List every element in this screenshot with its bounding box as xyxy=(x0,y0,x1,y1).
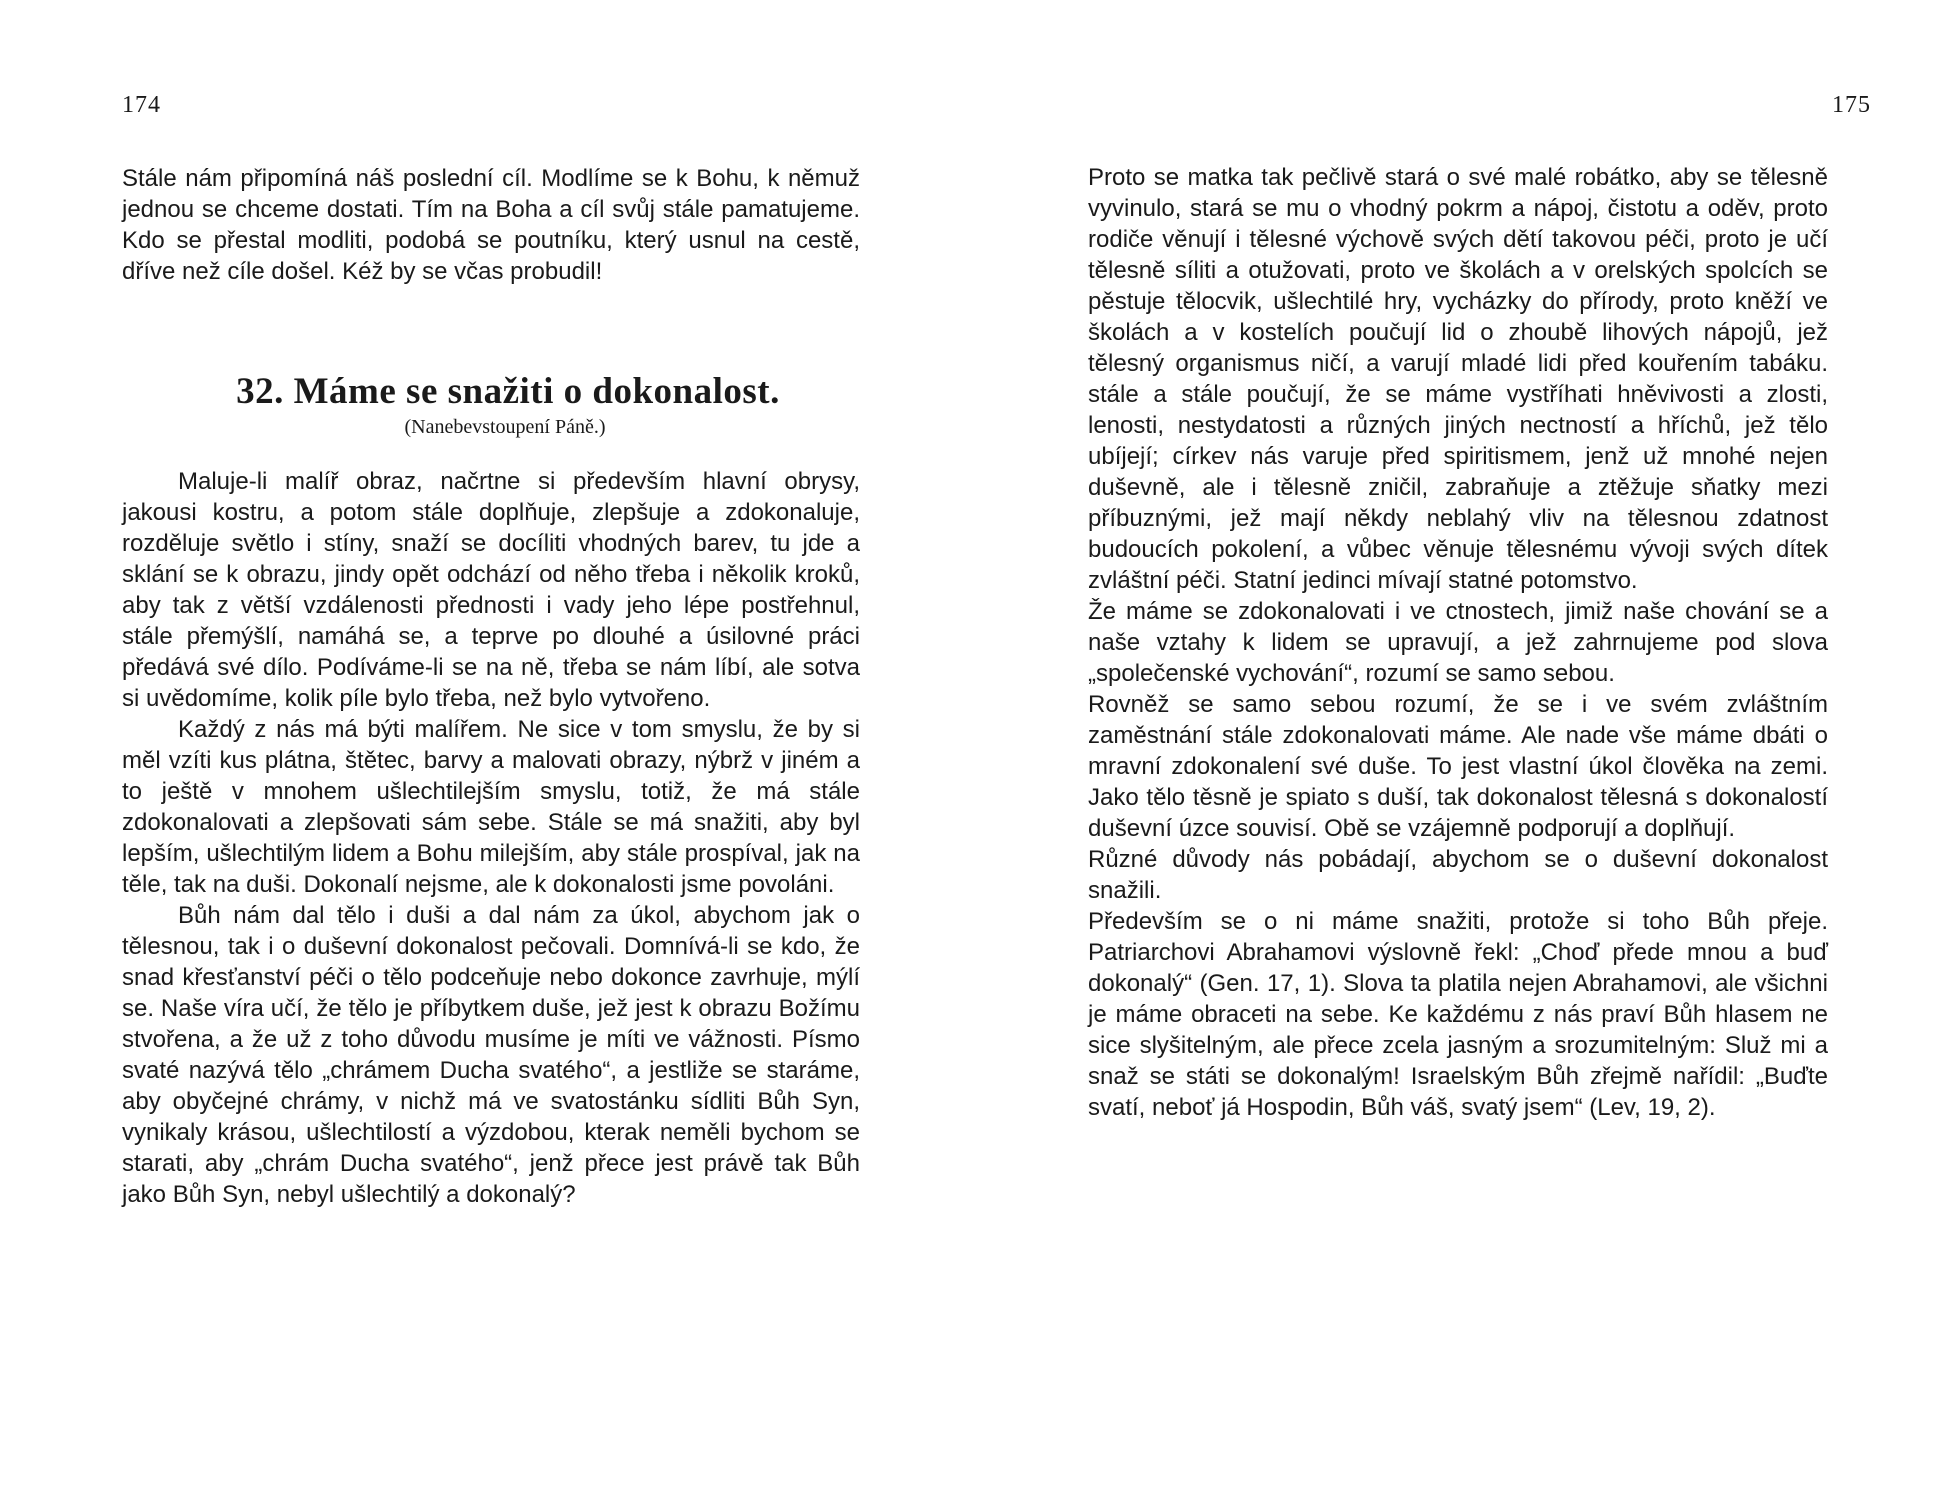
paragraph: Každý z nás má býti malířem. Ne sice v tom smyslu, že by si měl vzíti kus plátna, štětec, barvy a malovati obrazy, nýbrž v jiném a to ještě v mnohem ušlechtilejším smyslu, totiž, že má stále zdokonalovati a zlepšovati sám sebe. Stále se má snažiti, aby byl lepším, ušlechtilým lidem a Bohu milejším, aby stále prospíval, jak na těle, tak na duši. Dokonalí nejsme, ale k dokonalosti jsme povoláni. xyxy=(122,716,860,898)
paragraph: Rovněž se samo sebou rozumí, že se i ve svém zvláštním zaměstnání stále zdokonalovati máme. Ale nade vše máme dbáti o mravní zdokonalení své duše. To jest vlastní úkol člověka na zemi. Jako tělo těsně je spiato s duší, tak dokonalost tělesná s dokonalostí duševní úzce souvisí. Obě se vzájemně podporují a doplňují. xyxy=(1088,691,1828,842)
paragraph: Různé důvody nás pobádají, abychom se o duševní dokonalost snažili. xyxy=(1088,846,1828,904)
paragraph: Především se o ni máme snažiti, protože si toho Bůh přeje. Patriarchovi Abrahamovi výslovně řekl: „Choď přede mnou a buď dokonalý“ (Gen. 17, 1). Slova ta platila nejen Abrahamovi, ale všichni je máme obraceti na sebe. Ke každému z nás praví Bůh hlasem ne sice slyšitelným, ale přece zcela jasným a srozumitelným: Služ mi a snaž se státi se dokonalým! Israelským Bůh zřejmě nařídil: „Buďte svatí, neboť já Hospodin, Bůh váš, svatý jsem“ (Lev, 19, 2). xyxy=(1088,908,1828,1121)
paragraph: Proto se matka tak pečlivě stará o své malé robátko, aby se tělesně vyvinulo, stará se mu o vhodný pokrm a nápoj, čistotu a oděv, proto rodiče věnují i tělesné výchově svých dětí takovou péči, proto je učí tělesně síliti a otužovati, proto ve školách a v orelských spolcích se pěstuje tělocvik, ušlechtilé hry, vycházky do přírody, proto kněží ve školách a v kostelích poučují lid o zhoubě lihových nápojů, jež tělesný organismus ničí, a varují mladé lidi před kouřením tabáku. stále a stále poučují, že se máme vystříhati hněvivosti a zlosti, lenosti, nestydatosti a různých jiných nectností a hříchů, jež tělo ubíjejí; církev nás varuje před spiritismem, jenž už mnohé nejen duševně, ale i tělesně zničil, zabraňuje a ztěžuje sňatky mezi příbuznými, jež mají někdy neblahý vliv na tělesnou zdatnost budoucích pokolení, a vůbec věnuje tělesnému vývoji svých dítek zvláštní péči. Statní jedinci mívají statné potomstvo. xyxy=(1088,164,1828,594)
section-title: 32. Máme se snažiti o dokonalost. xyxy=(236,371,780,412)
page-number: 175 xyxy=(1832,92,1871,118)
section-body xyxy=(122,466,860,1210)
paragraph: Bůh nám dal tělo i duši a dal nám za úkol, abychom jak o tělesnou, tak i o duševní dokonalost pečovali. Domnívá-li se kdo, že snad křesťanství péči o tělo podceňuje nebo dokonce zavrhuje, mýlí se. Naše víra učí, že tělo je příbytkem duše, jež jest k obrazu Božímu stvořena, a že už z toho důvodu musíme je míti ve vážnosti. Písmo svaté nazývá tělo „chrámem Ducha svatého“, a jestliže se staráme, aby obyčejné chrámy, v nichž má ve svatostánku sídliti Bůh Syn, vynikaly krásou, ušlechtilostí a výzdobou, kterak neměli bychom se starati, aby „chrám Ducha svatého“, jenž přece jest právě tak Bůh jako Bůh Syn, nebyl ušlechtilý a dokonalý? xyxy=(122,902,860,1208)
right-page-body xyxy=(1088,162,1828,1123)
page-number: 174 xyxy=(122,92,161,118)
intro-paragraph: Stále nám připomíná náš poslední cíl. Modlíme se k Bohu, k němuž jednou se chceme dostati. Tím na Boha a cíl svůj stále pamatujeme. Kdo se přestal modliti, podobá se poutníku, který usnul na cestě, dříve než cíle došel. Kéž by se včas probudil! xyxy=(122,165,860,285)
paragraph: Že máme se zdokonalovati i ve ctnostech, jimiž naše chování se a naše vztahy k lidem se upravují, a jež zahrnujeme pod slova „společenské vychování“, rozumí se samo sebou. xyxy=(1088,598,1828,687)
paragraph: Maluje-li malíř obraz, načrtne si především hlavní obrysy, jakousi kostru, a potom stále doplňuje, zlepšuje a zdokonaluje, rozděluje světlo i stíny, snaží se docíliti vhodných barev, tu jde a sklání se k obrazu, jindy opět odchází od něho třeba i několik kroků, aby tak z větší vzdálenosti přednosti i vady jeho lépe postřehnul, stále přemýšlí, namáhá se, a teprve po dlouhé a úsilovné práci předává své dílo. Podíváme-li se na ně, třeba se nám líbí, ale sotva si uvědomíme, kolik píle bylo třeba, než bylo vytvořeno. xyxy=(122,468,860,712)
section-subtitle: (Nanebevstoupení Páně.) xyxy=(404,416,606,438)
intro-paragraph-block xyxy=(122,163,860,287)
